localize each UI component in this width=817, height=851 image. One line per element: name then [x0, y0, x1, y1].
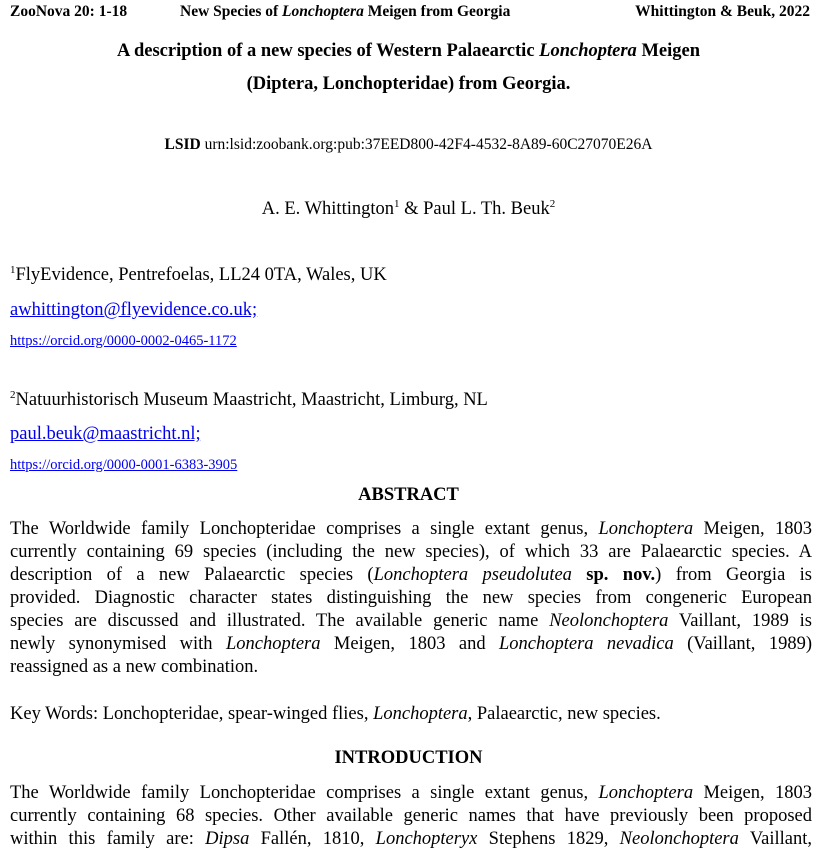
lsid-value: urn:lsid:zoobank.org:pub:37EED800-42F4-4532-8A89-60C27070E26A [204, 136, 653, 153]
journal-citation: ZooNova 20: 1-18 [10, 3, 128, 20]
orcid-link-1[interactable]: https://orcid.org/0000-0002-0465-1172 [10, 333, 237, 349]
abstract-line: reassigned as a new combination. [10, 657, 259, 677]
paper-title [0, 35, 817, 101]
author-1: A. E. Whittington [261, 199, 394, 219]
affiliation-2: $^2$Natuurhistorisch Museum Maastricht, Maastricht, Limburg, NL [10, 388, 488, 410]
running-title: New Species of Lonchoptera Meigen from Georgia [180, 3, 511, 20]
affiliation-1: $^1$FlyEvidence, Pentrefoelas, LL24 0TA, Wales, UK [10, 263, 387, 285]
lsid-label: LSID [164, 136, 201, 153]
running-authors: Whittington & Beuk, 2022 [635, 3, 810, 20]
intro-line: within this family are: Dipsa Fallén, 1810, Lonchopteryx Stephens 1829, Neolonchoptera Vaillant, [10, 829, 812, 849]
email-link-2[interactable]: paul.beuk@maastricht.nl; [10, 424, 201, 444]
abstract-text [10, 518, 812, 679]
abstract-line: provided. Diagnostic character states distinguishing the new species from congeneric European [10, 588, 812, 608]
keywords: Key Words: Lonchopteridae, spear-winged flies, Lonchoptera, Palaearctic, new species. [10, 704, 661, 724]
abstract-line: description of a new Palaearctic species (Lonchoptera pseudolutea sp. nov.) from Georgia is [10, 565, 812, 585]
abstract-line: currently containing 69 species (including the new species), of which 33 are Palaearctic species. A [10, 542, 812, 562]
author-2: Paul L. Th. Beuk [423, 199, 550, 219]
title-line-1: A description of a new species of Western Palaearctic Lonchoptera Meigen [116, 41, 700, 61]
lsid [0, 136, 817, 154]
title-line-2: (Diptera, Lonchopteridae) from Georgia. [246, 74, 571, 94]
abstract-line: newly synonymised with Lonchoptera Meigen, 1803 and Lonchoptera nevadica (Vaillant, 1989) [10, 634, 812, 654]
introduction-text [10, 782, 812, 851]
email-link-1[interactable]: awhittington@flyevidence.co.uk; [10, 300, 258, 320]
abstract-line: The Worldwide family Lonchopteridae comprises a single extant genus, Lonchoptera Meigen, 1803 [10, 519, 813, 539]
author-list: A. E. Whittington$^1$ & Paul L. Th. Beuk$^2$ [261, 197, 556, 219]
introduction-heading: INTRODUCTION [334, 748, 483, 768]
intro-line: The Worldwide family Lonchopteridae comprises a single extant genus, Lonchoptera Meigen, 1803 [10, 783, 813, 803]
orcid-link-2[interactable]: https://orcid.org/0000-0001-6383-3905 [10, 457, 238, 473]
abstract-line: species are discussed and illustrated. The available generic name Neolonchoptera Vaillant, 1989 is [10, 611, 812, 631]
abstract-heading: ABSTRACT [358, 485, 459, 505]
intro-line: currently containing 68 species. Other available generic names that have previously been proposed [10, 806, 812, 826]
